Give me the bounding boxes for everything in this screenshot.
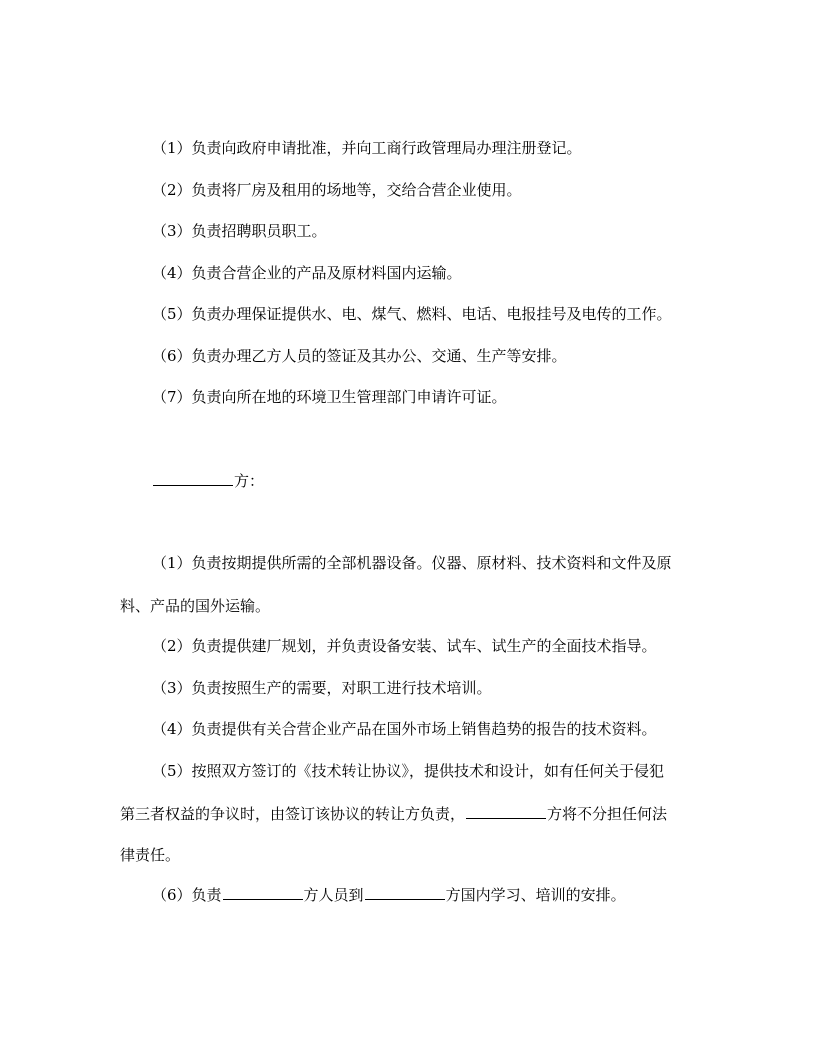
item-5-line-2-part-b: 方将不分担任何法 bbox=[547, 805, 668, 823]
party-name-blank bbox=[153, 471, 233, 486]
party-a-item-6: （6）负责办理乙方人员的签证及其办公、交通、生产等安排。 bbox=[152, 347, 567, 365]
party-b-heading-suffix: 方： bbox=[234, 472, 265, 490]
party-a-item-2: （2）负责将厂房及租用的场地等，交给合营企业使用。 bbox=[152, 181, 522, 199]
item-6-part-c: 方国内学习、培训的安排。 bbox=[445, 886, 626, 904]
party-b-item-5-line-1: （5）按照双方签订的《技术转让协议》，提供技术和设计，如有任何关于侵犯 bbox=[152, 762, 665, 780]
party-a-item-3: （3）负责招聘职员职工。 bbox=[152, 222, 327, 240]
party-b-item-2: （2）负责提供建厂规划，并负责设备安装、试车、试生产的全面技术指导。 bbox=[152, 637, 657, 655]
party-b-item-5-line-2 bbox=[120, 804, 667, 824]
party-a-item-5: （5）负责办理保证提供水、电、煤气、燃料、电话、电报挂号及电传的工作。 bbox=[152, 305, 672, 323]
party-b-item-1-line-1: （1）负责按期提供所需的全部机器设备。仪器、原材料、技术资料和文件及原 bbox=[152, 554, 672, 572]
party-b-item-1-line-2: 料、产品的国外运输。 bbox=[120, 597, 271, 615]
party-b-heading bbox=[152, 471, 264, 491]
item-6-part-b: 方人员到 bbox=[303, 886, 364, 904]
party-b-item-4: （4）负责提供有关合营企业产品在国外市场上销售趋势的报告的技术资料。 bbox=[152, 720, 657, 738]
party-b-item-6 bbox=[152, 885, 626, 905]
party-a-item-4: （4）负责合营企业的产品及原材料国内运输。 bbox=[152, 264, 462, 282]
party-b-item-3: （3）负责按照生产的需要，对职工进行技术培训。 bbox=[152, 679, 492, 697]
party-name-blank bbox=[223, 885, 303, 900]
party-name-blank bbox=[365, 885, 445, 900]
party-name-blank bbox=[466, 804, 546, 819]
item-5-line-2-part-a: 第三者权益的争议时，由签订该协议的转让方负责， bbox=[120, 805, 466, 823]
party-a-item-1: （1）负责向政府申请批准，并向工商行政管理局办理注册登记。 bbox=[152, 139, 582, 157]
party-b-item-5-line-3: 律责任。 bbox=[120, 846, 181, 864]
party-a-item-7: （7）负责向所在地的环境卫生管理部门申请许可证。 bbox=[152, 388, 507, 406]
item-6-part-a: （6）负责 bbox=[152, 886, 222, 904]
